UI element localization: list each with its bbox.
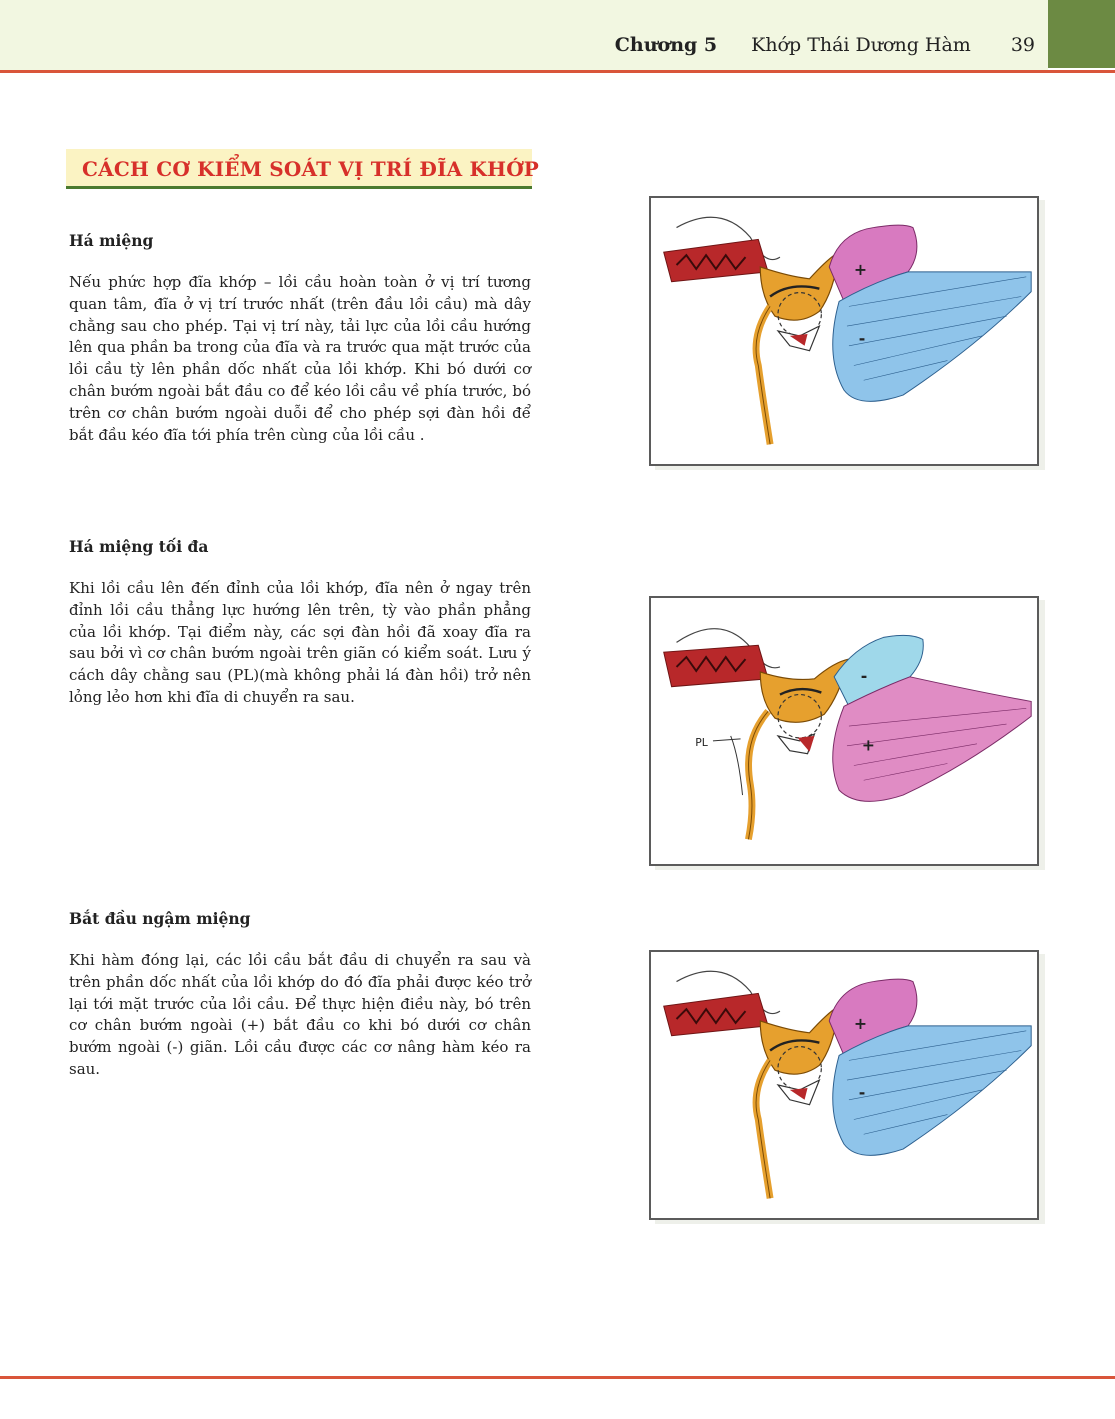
tmj-illustration [651,198,1037,464]
header-rule [0,70,1115,73]
block-heading: Bắt đầu ngậm miệng [69,909,251,928]
block-max-open [69,537,531,709]
block-begin-close [69,909,531,1081]
page-number: 39 [1010,34,1035,56]
upper-sign: + [853,259,868,279]
chapter-title: Khớp Thái Dương Hàm [751,34,971,56]
upper-sign: + [853,1013,868,1033]
footer-rule [0,1376,1115,1379]
figure-begin-close [649,950,1039,1220]
tmj-illustration [651,598,1037,864]
figure-max-open [649,596,1039,866]
block-heading: Há miệng [69,231,154,250]
tmj-illustration [651,952,1037,1218]
lower-sign: - [858,1082,866,1102]
figure-open-mouth [649,196,1039,466]
section-title: CÁCH CƠ KIỂM SOÁT VỊ TRÍ ĐĨA KHỚP [82,157,540,181]
section-title-box [66,149,540,189]
block-body: Khi hàm đóng lại, các lồi cầu bắt đầu di chuyển ra sau và trên phần dốc nhất của lồi khớp do đó đĩa phải được kéo trở lại tới mặt trước của lồi cầu. Để thực hiện điều này, bó trên cơ chân bướm ngoài (+) bắt đầu co khi bó dưới cơ chân bướm ngoài (-) giãn. Lồi cầu được các cơ nâng hàm kéo ra sau. [69,951,531,1078]
block-body: Nếu phức hợp đĩa khớp – lồi cầu hoàn toàn ở vị trí tương quan tâm, đĩa ở vị trí trước nhất (trên đầu lồi cầu) mà dây chằng sau cho phép. Tại vị trí này, tải lực của lồi cầu hướng lên qua phần ba trong của đĩa và ra trước qua mặt trước của lồi cầu tỳ lên phần dốc nhất của lồi khớp. Khi bó dưới cơ chân bướm ngoài bắt đầu co để kéo lồi cầu về phía trước, bó trên cơ chân bướm ngoài duỗi để cho phép sợi đàn hồi để bắt đầu kéo đĩa tới phía trên cùng của lồi cầu . [69,273,531,444]
header-tab [1048,0,1115,68]
lower-sign: + [861,735,875,755]
running-header [615,34,1035,56]
block-heading: Há miệng tối đa [69,537,209,556]
chapter-label: Chương 5 [614,34,718,56]
block-open-mouth [69,231,531,446]
block-body: Khi lồi cầu lên đến đỉnh của lồi khớp, đĩa nên ở ngay trên đỉnh lồi cầu thẳng lực hướng lên trên, tỳ vào phần phẳng của lồi khớp. Tại điểm này, các sợi đàn hồi đã xoay đĩa ra sau bởi vì cơ chân bướm ngoài trên giãn có kiểm soát. Lưu ý cách dây chằng sau (PL)(mà không phải lá đàn hồi) trở nên lỏng lẻo hơn khi đĩa di chuyển ra sau. [69,579,531,706]
lower-sign: - [858,328,866,348]
ligament-label: PL [695,735,708,749]
upper-sign: - [860,666,868,686]
